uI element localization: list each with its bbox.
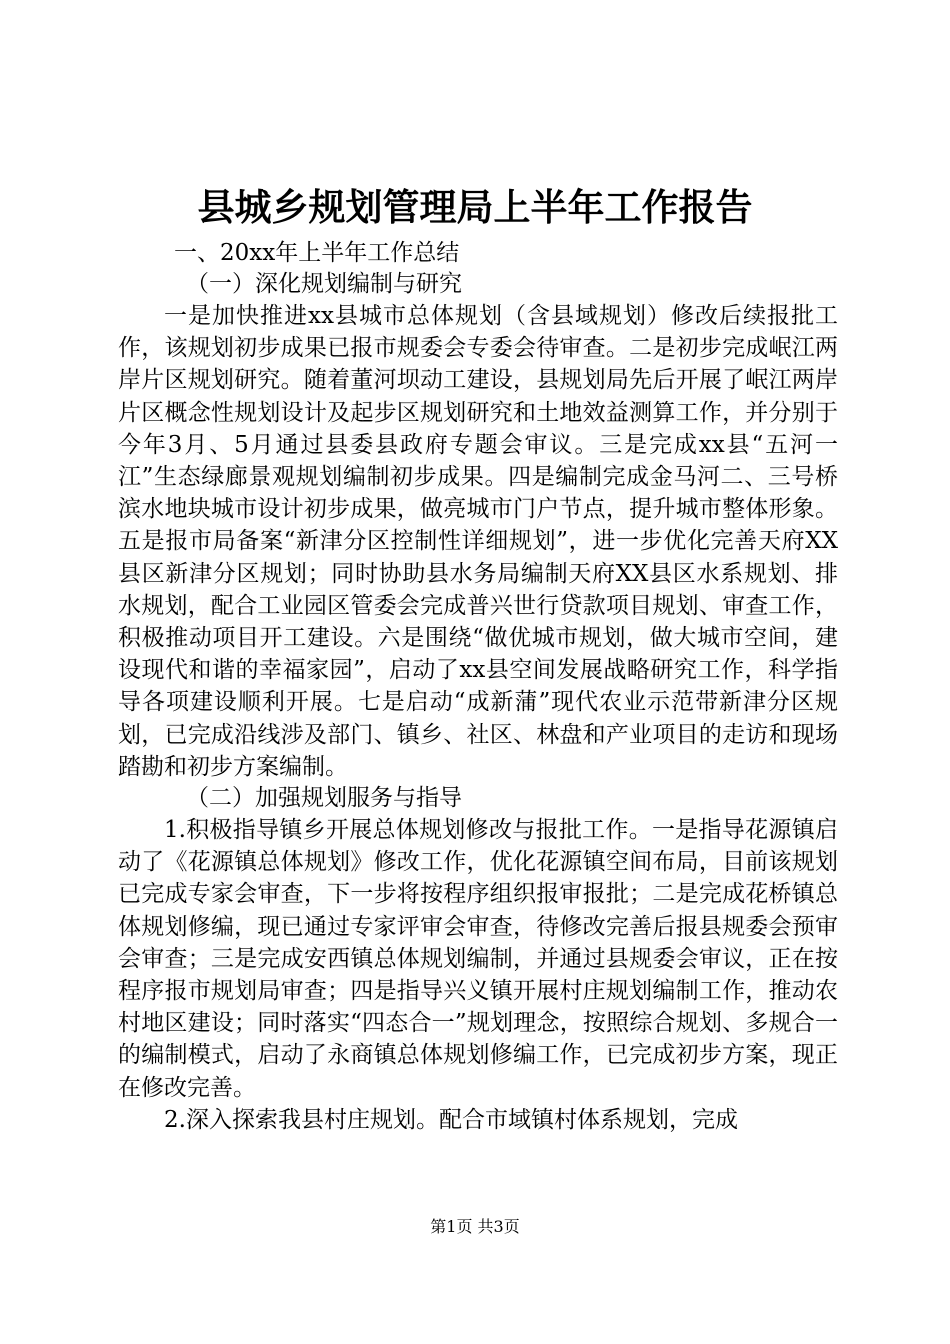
page-number: 第1页 共3页 (430, 1217, 520, 1236)
paragraph-1: 一是加快推进xx县城市总体规划（含县域规划）修改后续报批工作，该规划初步成果已报市规委会专委会待审查。二是初步完成岷江两岸片区规划研究。随着董河坝动工建设，县规划局先后开展了岷江两岸片区概念性规划设计及起步区规划研究和土地效益测算工作，并分别于今年3月、5月通过县委县政府专题会审议。三是完成xx县“五河一江”生态绿廊景观规划编制初步成果。四是编制完成金马河二、三号桥滨水地块城市设计初步成果，做亮城市门户节点，提升城市整体形象。五是报市局备案“新津分区控制性详细规划”，进一步优化完善天府XX县区新津分区规划；同时协助县水务局编制天府XX县区水系规划、排水规划，配合工业园区管委会完成普兴世行贷款项目规划、审查工作，积极推动项目开工建设。六是围绕“做优城市规划，做大城市空间，建设现代和谐的幸福家园”，启动了xx县空间发展战略研究工作，科学指导各项建设顺利开展。七是启动“成新蒲”现代农业示范带新津分区规划，已完成沿线涉及部门、镇乡、社区、林盘和产业项目的走访和现场踏勘和初步方案编制。 (118, 303, 838, 780)
document-title: 县城乡规划管理局上半年工作报告 (197, 186, 753, 229)
paragraph-2: 1.积极指导镇乡开展总体规划修改与报批工作。一是指导花源镇启动了《花源镇总体规划》修改工作，优化花源镇空间布局，目前该规划已完成专家会审查，下一步将按程序组织报审报批；二是完成花桥镇总体规划修编，现已通过专家评审会审查，待修改完善后报县规委会预审会审查；三是完成安西镇总体规划编制，并通过县规委会审议，正在按程序报市规划局审查；四是指导兴义镇开展村庄规划编制工作，推动农村地区建设；同时落实“四态合一”规划理念，按照综合规划、多规合一的编制模式，启动了永商镇总体规划修编工作，已完成初步方案，现正在修改完善。 (118, 817, 838, 1101)
paragraph-3: 2.深入探索我县村庄规划。配合市域镇村体系规划，完成 (164, 1106, 738, 1133)
subsection-heading-1: （一）深化规划编制与研究 (186, 271, 462, 297)
subsection-heading-2: （二）加强规划服务与指导 (186, 785, 462, 812)
section-heading: 一、20xx年上半年工作总结 (174, 240, 460, 266)
document-body (118, 238, 838, 1136)
